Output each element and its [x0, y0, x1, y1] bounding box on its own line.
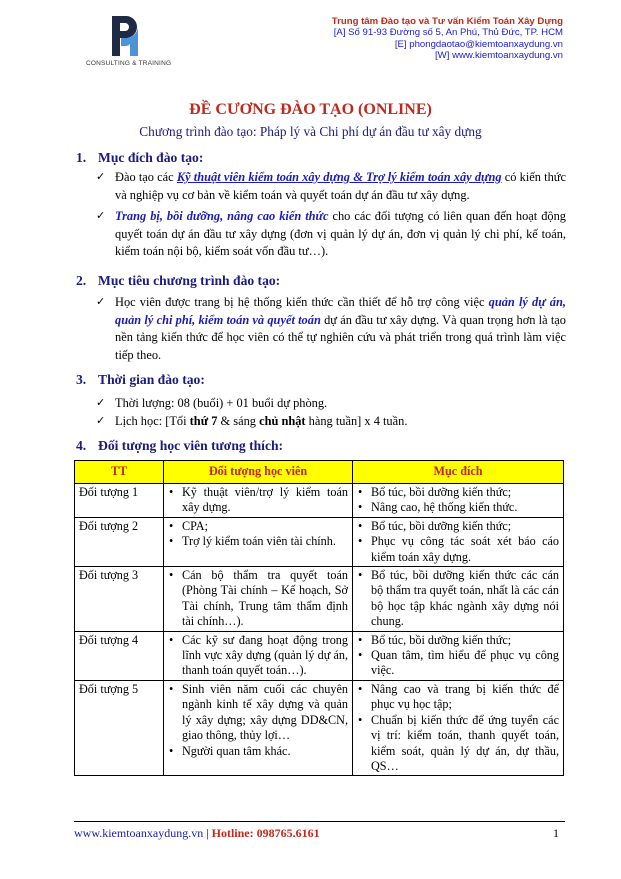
footer-hotline[interactable]: Hotline: 098765.6161 — [211, 826, 320, 840]
checkmark-icon: ✓ — [96, 296, 106, 308]
bullet-item — [96, 395, 566, 413]
section-heading-4 — [76, 438, 283, 454]
list-item: • CPA; — [182, 519, 348, 534]
text: có kiến thức và nghiệp vụ cơ bản về kiểm toán và quyết toán dự án đầu tư xây dựng. — [115, 170, 566, 202]
subjects-cell — [164, 517, 353, 566]
subjects-cell — [164, 680, 353, 775]
section-number: 1. — [76, 150, 87, 165]
page-number: 1 — [553, 826, 559, 840]
purposes-cell — [353, 680, 564, 775]
list-item: • Bổ túc, bồi dưỡng kiến thức; — [371, 519, 559, 534]
footer-separator: | — [203, 826, 212, 840]
list-item: • Chuẩn bị kiến thức để ứng tuyển các vị trí: kiểm toán, thanh quyết toán, kiểm soát, quản lý dự án, dự thầu, QS… — [371, 713, 559, 775]
row-label: Đối tượng 1 — [75, 484, 164, 518]
section-title: Đối tượng học viên tương thích: — [98, 438, 284, 453]
section-number: 3. — [76, 372, 87, 387]
footer-divider — [74, 821, 565, 822]
row-label: Đối tượng 3 — [75, 567, 164, 632]
row-label: Đối tượng 4 — [75, 631, 164, 680]
table-row — [75, 680, 564, 775]
list-item: • Nâng cao, hệ thống kiến thức. — [371, 500, 559, 515]
organization-name: Trung tâm Đào tạo và Tư vấn Kiểm Toán Xây Dựng — [331, 16, 563, 27]
section-heading-1 — [76, 150, 203, 166]
trainee-table — [74, 460, 564, 776]
footer-website-link[interactable]: www.kiemtoanxaydung.vn — [74, 826, 204, 840]
text: cho các đối tượng có liên quan đến hoạt động quyết toán dự án đầu tư xây dựng (đơn vị quản lý dự án, đơn vị quản lý chi phí, kế toán, kiểm toán nội bộ, kiểm soát vốn đầu tư…). — [115, 209, 566, 258]
subjects-cell — [164, 631, 353, 680]
column-header: Mục đích — [353, 461, 564, 484]
footer — [74, 826, 565, 841]
list-item: • Kỹ thuật viên/trợ lý kiểm toán xây dựng. — [182, 485, 348, 516]
text: Đào tạo các — [115, 170, 177, 184]
list-item: • Các kỹ sư đang hoạt động trong lĩnh vực xây dựng (quản lý dự án, thanh toán quyết toán…). — [182, 633, 348, 679]
text: & sáng — [217, 414, 260, 428]
list-item: • Bổ túc, bồi dưỡng kiến thức các cán bộ thẩm tra quyết toán, nhất là các cán bộ học tập khác ngành xây dựng nói chung. — [371, 568, 559, 630]
section-title: Mục tiêu chương trình đào tạo: — [98, 273, 281, 288]
table-header-row — [75, 461, 564, 484]
subjects-cell — [164, 484, 353, 518]
logo-mark-icon — [108, 14, 140, 58]
row-label: Đối tượng 2 — [75, 517, 164, 566]
bold-text: thứ 7 — [189, 414, 218, 428]
document-title: ĐỀ CƯƠNG ĐÀO TẠO (ONLINE) — [189, 101, 432, 118]
emphasis-text: Trang bị, bồi dưỡng, nâng cao kiến thức — [115, 209, 329, 223]
section-number: 4. — [76, 438, 87, 453]
column-header: TT — [75, 461, 164, 484]
list-item: • Trợ lý kiểm toán viên tài chính. — [182, 534, 348, 549]
list-item: • Bổ túc, bồi dưỡng kiến thức; — [371, 633, 559, 648]
row-label: Đối tượng 5 — [75, 680, 164, 775]
text: Học viên được trang bị hệ thống kiến thức cần thiết để hỗ trợ công việc — [115, 295, 489, 309]
list-item: • Phục vụ công tác soát xét báo cáo kiểm toán xây dựng. — [371, 534, 559, 565]
subjects-cell — [164, 567, 353, 632]
list-item: • Nâng cao và trang bị kiến thức để phục vụ học tập; — [371, 682, 559, 713]
list-item: • Người quan tâm khác. — [182, 744, 348, 759]
list-item: • Bổ túc, bồi dưỡng kiến thức; — [371, 485, 559, 500]
checkmark-icon: ✓ — [96, 210, 106, 222]
bullet-item — [96, 294, 566, 364]
table-row — [75, 631, 564, 680]
text: Lịch học: [Tối — [115, 414, 190, 428]
bold-text: chủ nhật — [259, 414, 306, 428]
bullet-item — [96, 413, 566, 431]
bullet-item — [96, 208, 566, 261]
checkmark-icon: ✓ — [96, 397, 106, 409]
section-heading-2 — [76, 273, 280, 289]
text: hàng tuần] x 4 tuần. — [305, 414, 408, 428]
checkmark-icon: ✓ — [96, 171, 106, 183]
section-title: Thời gian đào tạo: — [98, 372, 205, 387]
table-row — [75, 517, 564, 566]
table-row — [75, 484, 564, 518]
emphasis-text: Kỹ thuật viên kiểm toán xây dựng & Trợ lý kiểm toán xây dựng — [176, 170, 502, 184]
purposes-cell — [353, 484, 564, 518]
company-logo — [86, 14, 172, 68]
purposes-cell — [353, 567, 564, 632]
list-item: • Cán bộ thẩm tra quyết toán (Phòng Tài chính – Kế hoạch, Sở Tài chính, Trung tâm thẩm định tài chính…). — [182, 568, 348, 630]
section-title: Mục đích đào tạo: — [98, 150, 204, 165]
section-heading-3 — [76, 372, 205, 388]
table-row — [75, 567, 564, 632]
purposes-cell — [353, 631, 564, 680]
bullet-item — [96, 169, 566, 204]
organization-email[interactable]: [E] phongdaotao@kiemtoanxaydung.vn — [394, 38, 563, 50]
document-subtitle: Chương trình đào tạo: Pháp lý và Chi phí dự án đầu tư xây dựng — [139, 124, 482, 139]
list-item: • Sinh viên năm cuối các chuyên ngành kinh tế xây dựng và quản lý xây dựng; xây dựng DD&CN, giao thông, thủy lợi… — [182, 682, 348, 744]
organization-website[interactable]: [W] www.kiemtoanxaydung.vn — [435, 49, 563, 61]
organization-address: [A] Số 91-93 Đường số 5, An Phú, Thủ Đức, TP. HCM — [333, 27, 563, 39]
organization-info — [332, 16, 563, 61]
column-header: Đối tượng học viên — [164, 461, 353, 484]
text: dự án đầu tư xây dựng. Và quan trọng hơn là tạo nền tảng kiến thức để học viên có thể tự nghiên cứu và phát triển trong quá trình làm việc tiếp theo. — [115, 312, 566, 362]
emphasis-text: quản lý dự án, quản lý chi phí, kiểm toán và quyết toán — [115, 295, 566, 327]
section-number: 2. — [76, 273, 87, 288]
checkmark-icon: ✓ — [96, 415, 106, 427]
list-item: • Quan tâm, tìm hiểu để phục vụ công việc. — [371, 648, 559, 679]
purposes-cell — [353, 517, 564, 566]
logo-caption: CONSULTING & TRAINING — [86, 60, 172, 67]
text: Thời lượng: 08 (buổi) + 01 buổi dự phòng. — [115, 396, 328, 410]
